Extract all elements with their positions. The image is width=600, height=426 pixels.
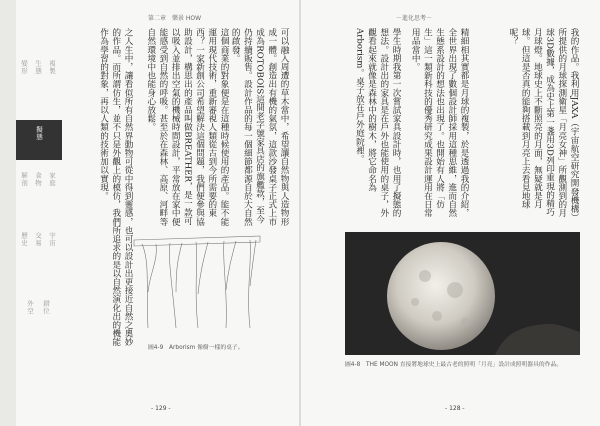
body-text-right-c: 學生時期我第一次嘗試家具設計時，也用了擬態的想法。設計出的家具是在戶外也能使用的桌子，外觀看起來就像是森林中的樹木，將它命名為Arborism。桌子放在戶外庭院裡。 <box>354 28 401 218</box>
body-text-left-a: 可以融入周遭的草木當中，希望讓自然物與人造物形成一體。創造出有機的氣氛，這款沙發桌子正式上市成為ROTOBOIS這間老字號家具店的旗艦款，至今仍持續販售。設計作品的每一個細節都源自於大自然的啟發。 <box>230 28 289 226</box>
body-text-right-b: 精細相其實都是月球的複製，於是透過我的介紹，全世界出現了數個設計師採用這種思維，進而自然生態系設計的想法也出現了。也開始有人將「仿生」這一類新科技的優秀研究成果設計運用在日常用品當中。 <box>410 28 469 218</box>
left-margin-strip <box>0 0 16 426</box>
page-number-right: - 128 - <box>445 405 465 412</box>
figure-caption-right: 圖4-8 THE MOON 直接將地球史上最古老的照明「月亮」設計成照明器具的作品。 <box>345 362 563 368</box>
nav-item[interactable]: 歷史 <box>20 232 28 247</box>
page-number-left: - 129 - <box>151 405 171 412</box>
nav-item[interactable]: 外空 <box>26 300 34 315</box>
nav-item[interactable]: 家庭 <box>48 172 56 187</box>
nav-item[interactable]: 宇宙 <box>48 232 56 247</box>
nav-item[interactable]: 解剖 <box>20 172 28 187</box>
running-header-left: 第二章 樂景 HOW <box>148 15 202 22</box>
body-text-left-b: 這個商業的對象便是在這種時候使用的產品。能不能運用現代技術，重新審視人類從古到今所需要的東西？一家新創公司希望解決這個問題，我們便參與協助設計，構思出的產品叫做BREATHER，是一款可以吸入並排出空氣的機械時間設計，平常放在家中便能感受到自然的呼吸。甚至於在森林、高原、河畔等自然環境中也能身心放鬆。 <box>145 28 229 226</box>
nav-item[interactable]: 食物 <box>34 172 42 187</box>
nav-item[interactable]: 生態 <box>34 60 42 75</box>
chapter-nav <box>16 0 62 426</box>
nav-item[interactable]: 交易 <box>34 232 42 247</box>
running-header-right: －進化思考－ <box>396 15 433 22</box>
nav-item[interactable]: 變形 <box>20 60 28 75</box>
moon-lamp-photo <box>345 232 580 355</box>
figure-caption-left: 圖4-9 Arborism 像樹一樣的桌子。 <box>148 345 244 351</box>
body-text-left-c: 之人生中，讓看似所有自然界動物可從中得到靈感，也可以設計出更接近自然之奧妙的作品。而所謂仿生，並不只是外觀上的模仿，我們所追求的是以自然演化出的機能作為學習的對象，再以人類的技術加以實現。 <box>98 28 133 347</box>
nav-item[interactable]: 錯位 <box>42 300 50 315</box>
nav-item[interactable]: 複製 <box>48 60 56 75</box>
nav-item-active[interactable]: 擬態 <box>16 120 62 160</box>
body-text-right-a: 我的作品。我利用JAXA（宇宙航空研究開發機構）所提供的月球探測衛星「月亮女神」所觀測到的月球3D數據，成為史上第一盞用3D列印重現的精巧月球燈。地球史上不斷照亮的月面，無疑就是月球。但這是否真的能夠搭載到月亮上去看見地球呢？ <box>507 28 579 218</box>
book-gutter <box>299 0 301 426</box>
arborism-table-illustration <box>132 232 262 332</box>
